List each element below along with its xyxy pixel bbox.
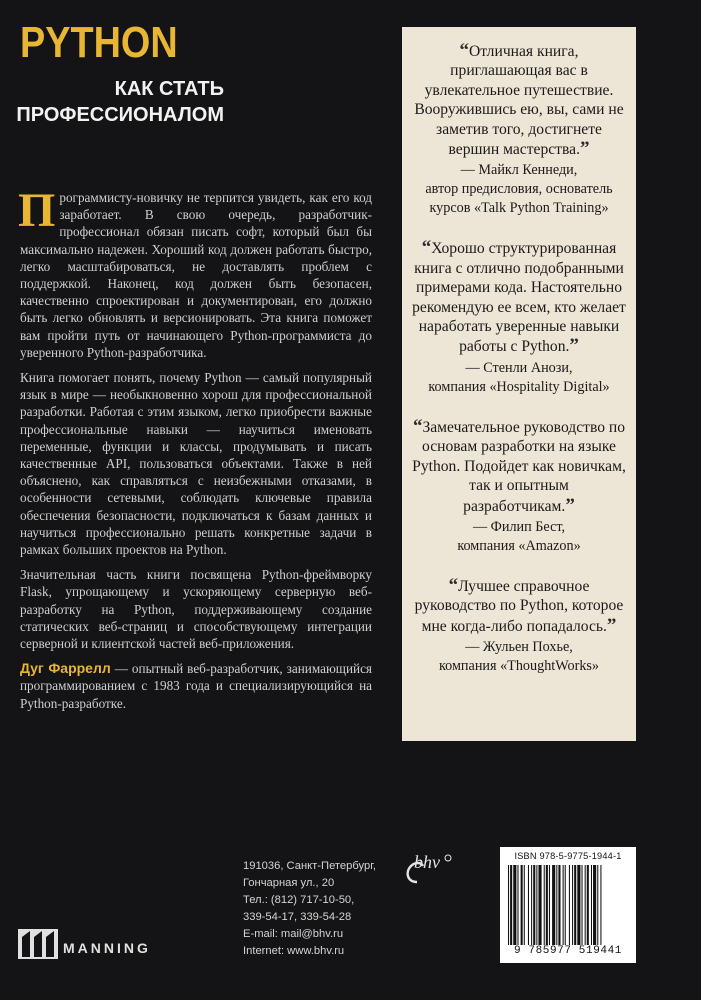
quote-3 — [412, 417, 626, 516]
quote-2-role: компания «Hospitality Digital» — [428, 378, 610, 395]
address-line: 191036, Санкт-Петербург, — [243, 860, 377, 872]
quote-close-mark: ” — [606, 614, 617, 636]
manning-logo-text: MANNING — [63, 940, 151, 956]
book-title: PYTHON — [20, 18, 178, 67]
address-line: Internet: www.bhv.ru — [243, 945, 345, 957]
quote-close-mark: ” — [569, 335, 579, 357]
quote-2-author: — Стенли Анози, — [465, 359, 573, 376]
title-block — [16, 18, 224, 126]
quote-1-text: Отличная книга, приглашающая вас в увлекательное путешествие. Вооружившись ею, вы, сами не заметив того, достигнете вершин мастерства. — [414, 43, 624, 159]
description-paragraph-3: Значительная часть книги посвящена Python-фреймворку Flask, упрощающему и ускоряющему серверную веб-разработку на Python, поддерживающему создание статических веб-страниц и способствующему интеграции серверной и клиентской частей веб-приложения. — [20, 567, 372, 652]
bhv-logo-text: bhv — [414, 852, 440, 872]
author-bio: — опытный веб-разработчик, занимающийся программированием с 1983 года и специализирующийся на Python-разработке. — [20, 661, 372, 711]
quote-open-mark: “ — [421, 237, 432, 259]
author-name: Дуг Фаррелл — [20, 660, 111, 677]
bhv-logo — [403, 852, 453, 888]
quote-4-author: — Жульен Похье, — [465, 639, 573, 656]
book-subtitle-line1: КАК СТАТЬ — [114, 78, 224, 100]
quote-3-author: — Филип Бест, — [472, 518, 566, 535]
quote-3-attribution — [412, 518, 626, 556]
quotes-panel — [402, 27, 636, 741]
quote-4 — [412, 576, 626, 636]
address-line: E-mail: mail@bhv.ru — [243, 928, 344, 940]
manning-emblem-icon — [18, 929, 58, 959]
quote-2 — [412, 238, 626, 356]
description-p1-text: рограммисту-новичку не терпится увидеть, как его код заработает. В свою очередь, разработчик-профессионал обязан писать софт, который был бы максимально надежен. Хороший код должен работать быстро, легко масштабироваться, не доставлять проблем с поддержкой. Наконец, код должен быть безопасен, качественно спроектирован и документирован, его должно быть легко обновлять и версионировать. Эта книга поможет вам пройти путь от начинающего Python-программиста до уверенного Python-разработчика. — [20, 190, 372, 360]
quote-3-role: компания «Amazon» — [457, 537, 581, 554]
quote-4-role: компания «ThoughtWorks» — [438, 658, 600, 675]
isbn-barcode — [500, 847, 636, 963]
address-line: 339-54-17, 339-54-28 — [243, 911, 352, 923]
isbn-digits: 9 785977 519441 — [513, 945, 623, 957]
quote-1-author: — Майкл Кеннеди, — [460, 162, 578, 179]
quote-1 — [412, 41, 626, 159]
description-paragraph-2: Книга помогает понять, почему Python — самый популярный язык в мире — необыкновенно хорош для профессиональной разработки. Работая с этим языком, легко приобрести важные профессиональные навыки — научиться именовать переменные, функции и классы, продумывать и писать качественные API, пользоваться объектами. Также в ней объяснено, как справляться с неизбежными отказами, в особенности сетевыми, соблюдать ключевые правила обеспечения безопасности, подключаться к базам данных и научиться профессионально решать конкретные задачи в рамках больших проектов на Python. — [20, 370, 372, 558]
quote-2-text: Хорошо структурированная книга с отлично подобранными примерами кода. Настоятельно рекомендую ее всем, кто желает наработать уверенные навыки работы с Python. — [412, 240, 626, 356]
publisher-address — [243, 858, 393, 960]
quote-close-mark: ” — [579, 138, 590, 160]
quote-2-attribution — [412, 359, 626, 397]
book-description — [18, 184, 372, 720]
isbn-label: ISBN 978-5-9775-1944-1 — [514, 851, 622, 861]
address-line: Тел.: (812) 717-10-50, — [243, 894, 355, 906]
quote-3-text: Замечательное руководство по основам разработки на языке Python. Подойдет как новичкам, так и опытным разработчикам. — [412, 418, 626, 515]
barcode-bars — [508, 865, 630, 945]
quote-4-text: Лучшее справочное руководство по Python, которое мне когда-либо попадалось. — [414, 577, 624, 635]
address-line: Гончарная ул., 20 — [243, 877, 335, 889]
dropcap-letter: П — [18, 184, 56, 237]
quote-1-role: автор предисловия, основатель курсов «Talk Python Training» — [425, 181, 613, 217]
manning-logo — [18, 929, 198, 959]
quote-open-mark: “ — [459, 40, 469, 61]
quote-1-attribution — [412, 161, 626, 218]
quote-open-mark: “ — [448, 574, 459, 596]
author-paragraph — [20, 660, 372, 712]
description-paragraph-1 — [18, 184, 372, 361]
quote-4-attribution — [412, 638, 626, 676]
quote-close-mark: ” — [565, 494, 575, 516]
book-subtitle-line2: ПРОФЕССИОНАЛОМ — [16, 104, 224, 126]
quote-open-mark: “ — [412, 415, 423, 437]
